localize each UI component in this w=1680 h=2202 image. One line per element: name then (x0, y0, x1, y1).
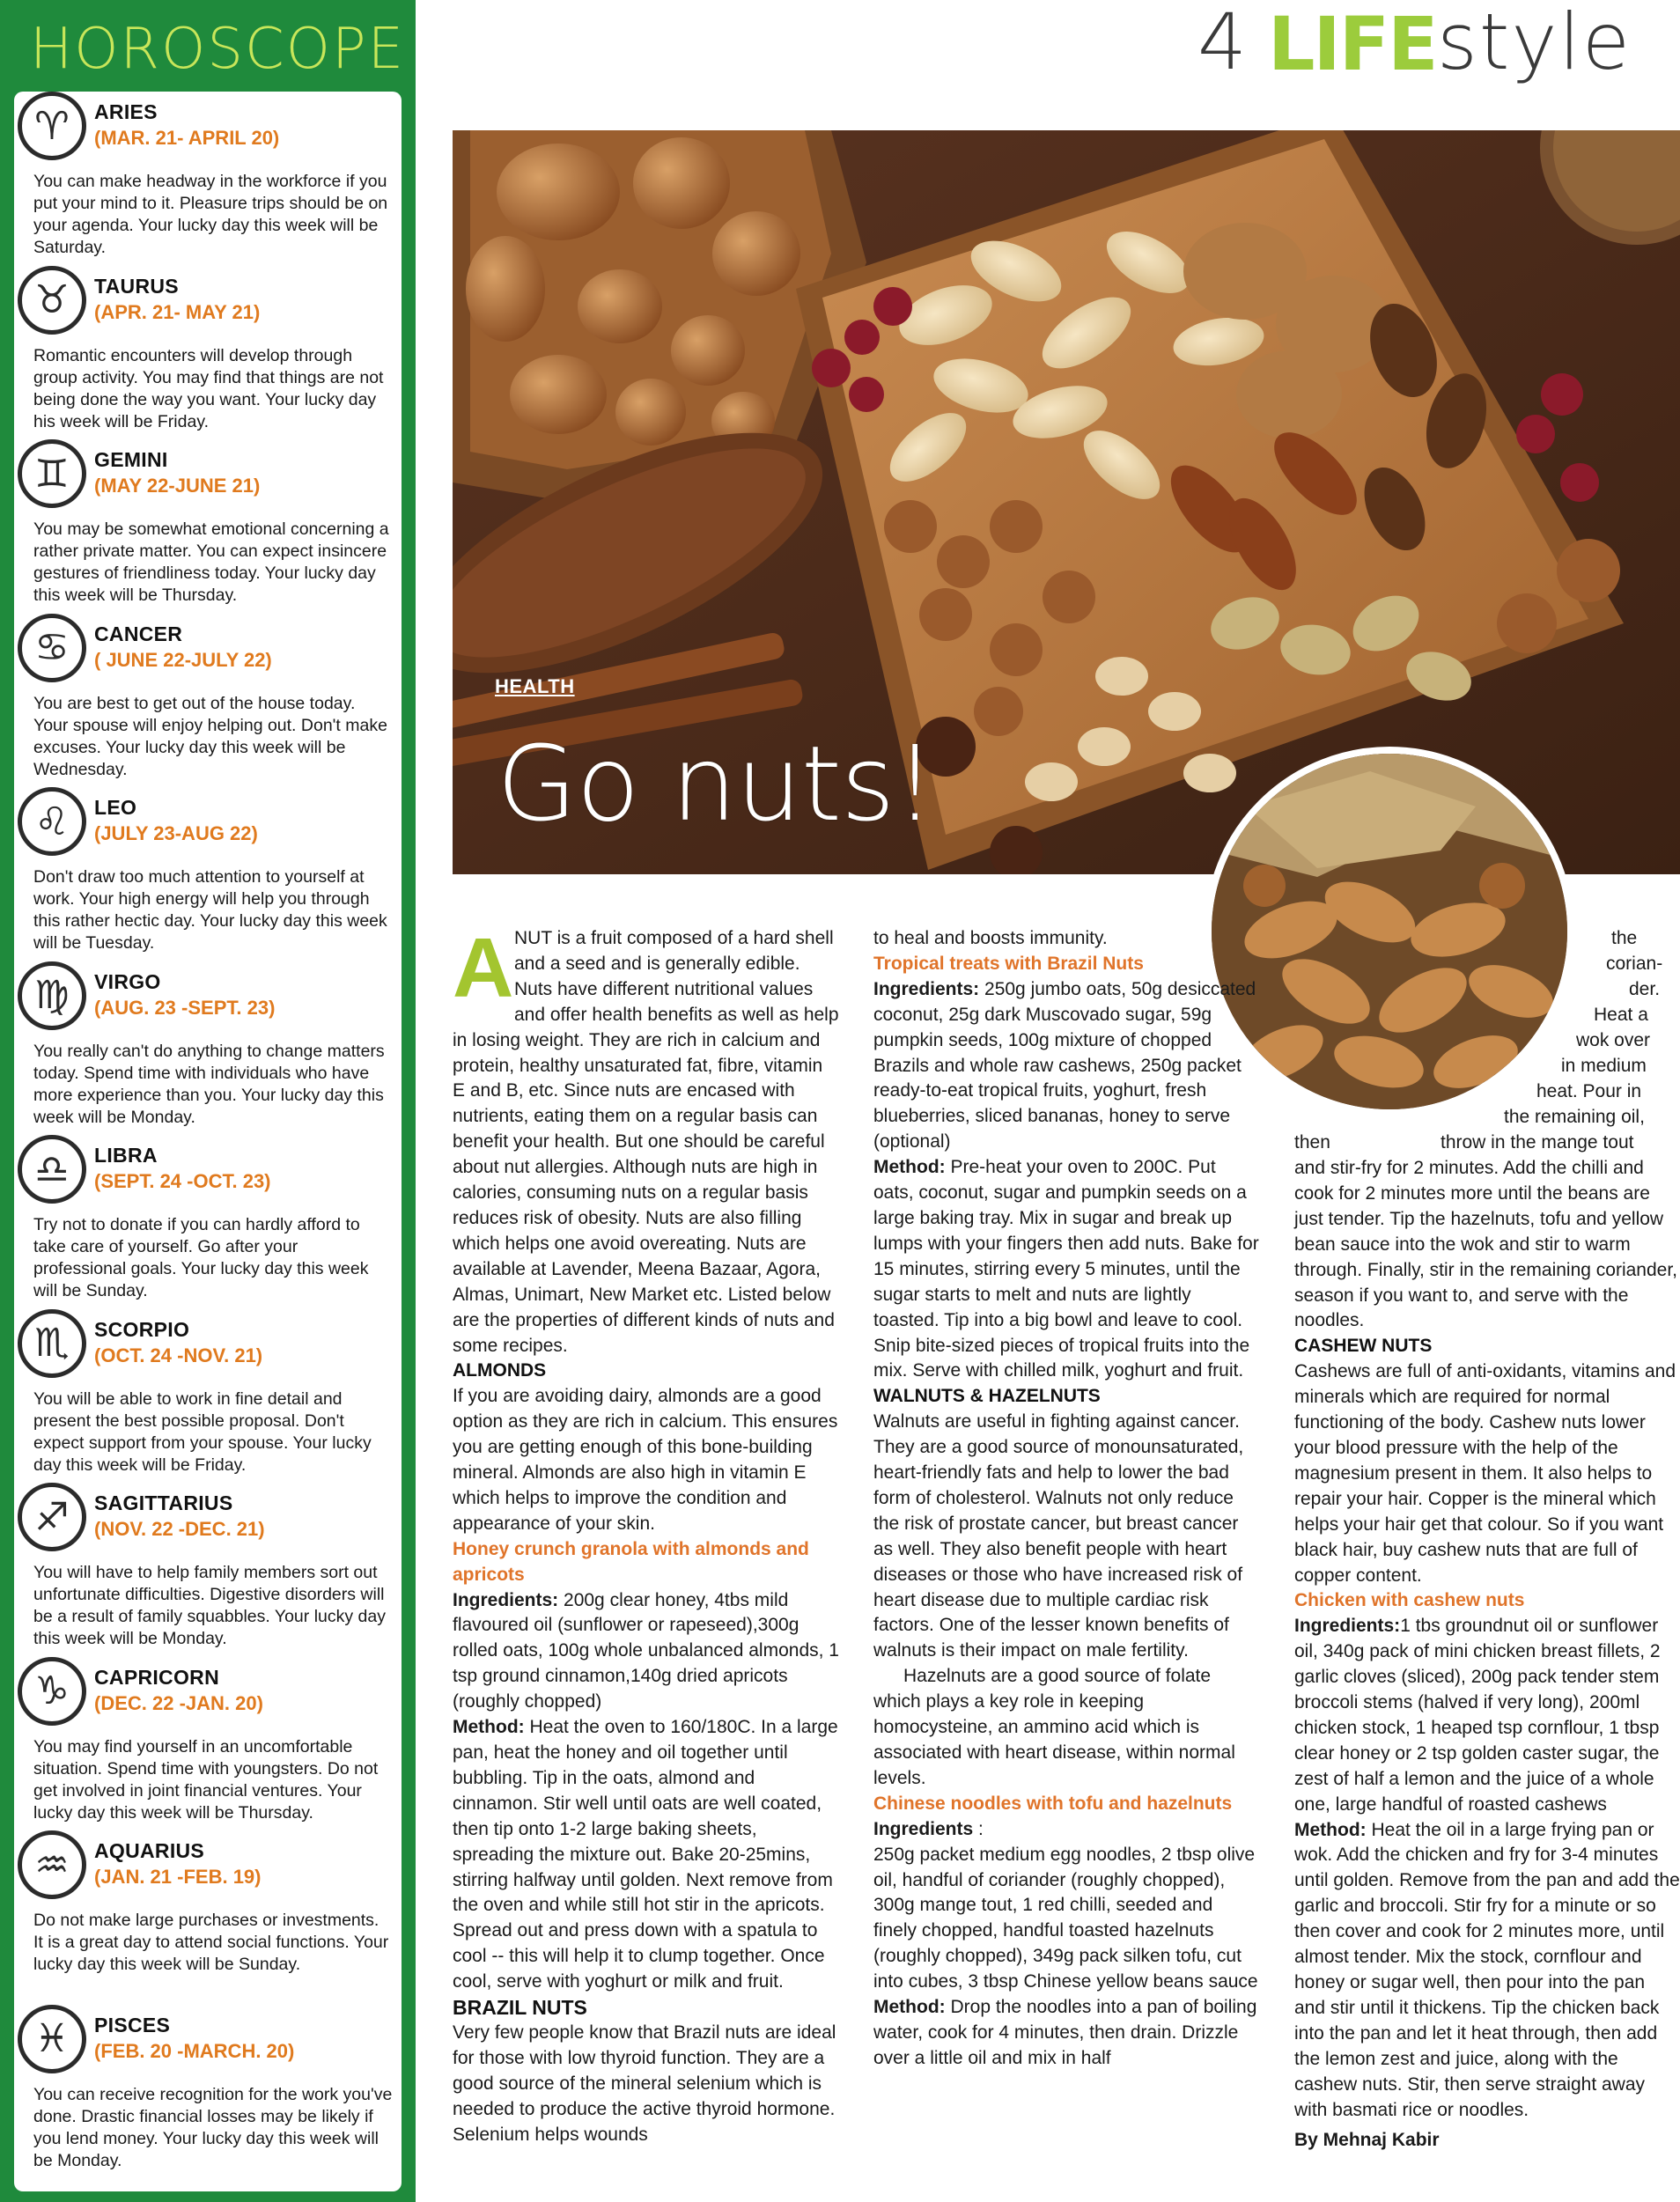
scorpio-icon: ♏ (18, 1309, 86, 1378)
gemini-icon: ♊ (18, 439, 86, 508)
dropcap-letter: A (453, 921, 514, 1015)
sign-dates: (MAR. 21- APRIL 20) (94, 127, 280, 149)
sign-name: SAGITTARIUS (94, 1491, 233, 1514)
aquarius-icon: ♒ (18, 1830, 86, 1899)
sign-name: LIBRA (94, 1144, 158, 1167)
horoscope-sign-taurus (14, 266, 402, 438)
sign-dates: (JULY 23-AUG 22) (94, 822, 258, 844)
sign-name: GEMINI (94, 448, 168, 471)
sign-forecast: You really can't do anything to change matters today. Spend time with individuals who have more experience than you. Your lucky day this week will be Monday. (33, 1041, 385, 1127)
horoscope-sign-pisces (14, 2005, 402, 2177)
sign-name: SCORPIO (94, 1317, 190, 1341)
wrap-line-7: heat. Pour in (1536, 1081, 1642, 1101)
horoscope-sign-gemini (14, 439, 402, 612)
article-column-1 (453, 921, 840, 2148)
sign-forecast: Don't draw too much attention to yourself at work. Your high energy will help you through this rather hectic day. Your lucky day this week will be Tuesday. (33, 867, 387, 953)
intro-text: NUT is a fruit composed of a hard shell and a seed and is generally edible. Nuts have different nutritional values and offer health benefits as well as help in losing weight. They are rich in calcium and protein, healthy unsaturated fat, fibre, vitamin E and B, etc. Since nuts are encased with nutrients, eating them on a regular basis can benefit your health. But one should be careful about nut allergies. Although nuts are high in calories, consuming nuts on a regular basis reduces risk of obesity. Nuts are also filling which helps one avoid overeating. Nuts are available at Lavender, Meena Bazaar, Agora, Almas, Unimart, New Market etc. Listed below are the properties of different kinds of nuts and some recipes. (453, 928, 839, 1356)
sign-name: ARIES (94, 100, 158, 123)
section-tag: HEALTH (495, 675, 575, 697)
horoscope-sign-aries (14, 92, 402, 264)
chicken-method (1294, 1818, 1680, 2124)
sign-forecast: Do not make large purchases or investments. It is a great day to attend social functions. Your lucky day this week will be Sunday. (33, 1911, 389, 1974)
ingredients-colon: : (973, 1818, 984, 1839)
noodle-method-text: Drop the noodles into a pan of boiling water, cook for 4 minutes, then drain. Drizzle over a little oil and mix in half (873, 1997, 1257, 2068)
sign-name: PISCES (94, 2013, 171, 2036)
horoscope-sign-cancer (14, 614, 402, 786)
section-logo-life: LIFE (1268, 1, 1437, 87)
chicken-method-text: Heat the oil in a large frying pan or wok. Add the chicken and fry for 3-4 minutes until golden. Remove from the pan and add the garlic and broccoli. Stir fry for a minute or so then cover and cook for 2 minutes more, until almost tender. Mix the stock, cornflour and honey or sugar well, then pour into the pan and stir until it thickens. Tip the chicken back into the pan and let it heat through, then add the lemon zest and juice, along with the cashew nuts. Stir, then serve straight away with basmati rice or noodles. (1294, 1819, 1680, 2120)
horoscope-title: HOROSCOPE (30, 17, 406, 82)
sign-name: CANCER (94, 622, 183, 645)
section-logo-style: style (1437, 0, 1632, 87)
virgo-icon: ♍ (18, 961, 86, 1030)
sign-forecast: You are best to get out of the house today. Your spouse will enjoy helping out. Don't make excuses. Your lucky day this week will be Wednesday. (33, 693, 387, 779)
brazil-text-cont: to heal and boosts immunity. (873, 928, 1108, 948)
ingredients-label: Ingredients: (1294, 1616, 1401, 1637)
method-label: Method: (873, 1157, 946, 1178)
horoscope-sign-libra (14, 1135, 402, 1307)
article-column-2 (873, 926, 1261, 2072)
horoscope-sign-scorpio (14, 1309, 402, 1482)
noodle-ingredients-text: 250g packet medium egg noodles, 2 tbsp olive oil, handful of coriander (roughly chopped), 300g mange tout, 1 red chilli, seeded and finely chopped, handful toasted hazelnuts (roughly chopped), 349g pack silken tofu, cut into cubes, 3 tbsp Chinese yellow beans sauce (873, 1844, 1258, 1992)
horoscope-sign-aquarius (14, 1830, 402, 2003)
granola-method (453, 1715, 840, 1995)
sign-dates: (AUG. 23 -SEPT. 23) (94, 996, 276, 1019)
almonds-text: If you are avoiding dairy, almonds are a good option as they are rich in calcium. This ensures you are getting enough of this bone-building mineral. Almonds are also high in vitamin E which helps to improve the condition and appearance of your skin. (453, 1386, 838, 1534)
taurus-icon: ♉ (18, 266, 86, 335)
chicken-ingredients-text: 1 tbs groundnut oil or sunflower oil, 340g pack of mini chicken breast fillets, 2 garlic cloves (sliced), 200g pack tender stem broccoli stems (halved if very long), 200ml chicken stock, 1 heaped tsp cornflour, 1 tbsp clear honey or 2 tsp golden caster sugar, the zest of half a lemon and the juice of a whole one, large handful of roasted cashews (1294, 1616, 1661, 1815)
page-header (1197, 0, 1680, 88)
horoscope-sign-sagittarius (14, 1483, 402, 1655)
almonds-heading: ALMONDS (453, 1360, 547, 1381)
tropical-method-text: Pre-heat your oven to 200C. Put oats, coconut, sugar and pumpkin seeds on a large baking tray. Mix in sugar and break up lumps with your fingers then add nuts. Bake for 15 minutes, stirring every 5 minutes, until the sugar starts to melt and nuts are lightly toasted. Tip into a big bowl and leave to cool. Snip bite-sized pieces of tropical fruits into the mix. Serve with chilled milk, yoghurt and fruit. (873, 1157, 1259, 1381)
tropical-method (873, 1155, 1261, 1384)
sign-dates: (SEPT. 24 -OCT. 23) (94, 1170, 271, 1192)
walnut-text: Walnuts are useful in fighting against cancer. They are a good source of monounsaturated, heart-friendly fats and help to lower the bad form of cholesterol. Walnuts not only reduce the risk of prostate cancer, but breast cancer as well. They also benefit people with heart diseases or those who have increased risk of heart disease due to multiple cardiac risk factors. One of the lesser known benefits of walnuts is their impact on male fertility. (873, 1411, 1244, 1661)
wrap-line-1: the (1611, 928, 1638, 948)
granola-heading: Honey crunch granola with almonds and apricots (453, 1538, 809, 1585)
walnut-heading: WALNUTS & HAZELNUTS (873, 1386, 1101, 1407)
tropical-ingredients (873, 977, 1261, 1155)
cashew-heading: CASHEW NUTS (1294, 1336, 1433, 1357)
sign-dates: (APR. 21- MAY 21) (94, 300, 261, 323)
noodle-method-cont: and stir-fry for 2 minutes. Add the chilli and cook for 2 minutes more until the beans are just tender. Tip the hazelnuts, tofu and yellow bean sauce into the wok and stir to warm through. Finally, stir in the remaining coriander, season if you want to, and serve with the noodles. (1294, 1158, 1677, 1331)
cancer-icon: ♋ (18, 614, 86, 682)
sign-dates: (FEB. 20 -MARCH. 20) (94, 2039, 295, 2062)
cashew-text: Cashews are full of anti-oxidants, vitamins and minerals which are required for normal functioning of the body. Cashew nuts lower your blood pressure with the help of the magnesium present in them. It also helps to repair your hair. Copper is the mineral which helps your hair get that colour. So if you want black hair, buy cashew nuts that are full of copper content. (1294, 1361, 1676, 1586)
hazelnut-text: Hazelnuts are a good source of folate which plays a key role in keeping homocysteine, an ammino acid which is associated with heart disease, within normal levels. (873, 1666, 1235, 1788)
ingredients-label: Ingredients: (873, 978, 980, 999)
sign-forecast: You may be somewhat emotional concerning a rather private matter. You can expect insincere gestures of friendliness today. Your lucky day this week will be Thursday. (33, 519, 389, 605)
chicken-ingredients (1294, 1614, 1680, 1817)
brazil-text: Very few people know that Brazil nuts are ideal for those with low thyroid function. They are a good source of the mineral selenium which is needed to produce the active thyroid hormone. Selenium helps wounds (453, 2022, 836, 2145)
granola-ingredients-text: 200g clear honey, 4tbs mild flavoured oil (sunflower or rapeseed),300g rolled oats, 100g whole unbalanced almonds, 1 tsp ground cinnamon,140g dried apricots (roughly chopped) (453, 1589, 839, 1712)
method-label: Method: (453, 1717, 525, 1738)
wrap-line-4: Heat a (1594, 1005, 1648, 1025)
wrap-then-rest: throw in the mange tout (1441, 1132, 1634, 1153)
wrap-then: then (1294, 1132, 1330, 1153)
sign-forecast: You can receive recognition for the work you've done. Drastic financial losses may be likely if you lend money. Your lucky day this week will be Monday. (33, 2084, 393, 2170)
article-column-3 (1294, 1156, 1680, 2154)
sign-dates: (DEC. 22 -JAN. 20) (94, 1691, 263, 1714)
ingredients-label: Ingredients: (453, 1589, 559, 1610)
sagittarius-icon: ♐ (18, 1483, 86, 1551)
sign-name: CAPRICORN (94, 1665, 219, 1689)
granola-method-text: Heat the oven to 160/180C. In a large pan, heat the honey and oil together until bubbling. Tip in the oats, almond and cinnamon. Stir well until oats are well coated, then tip onto 1-2 large baking sheets, spreading the mixture out. Bake 20-25mins, stirring halfway until golden. Next remove from the oven and while still hot stir in the apricots. Spread out and press down with a spatula to cool -- this will help it to clump together. Once cool, serve with yoghurt or milk and fruit. (453, 1717, 838, 1992)
byline: By Mehnaj Kabir (1294, 2130, 1440, 2151)
noodle-ingredients-label-line (873, 1817, 1261, 1843)
method-label: Method: (1294, 1819, 1367, 1840)
tropical-ingredients-text: 250g jumbo oats, 50g desiccated coconut, 25g dark Muscovado sugar, 59g pumpkin seeds, 100g mixture of chopped Brazils and whole raw cashews, 250g packet ready-to-eat tropical fruits, yoghurt, fresh blueberries, sliced bananas, honey to serve (optional) (873, 978, 1256, 1153)
sign-name: LEO (94, 796, 137, 819)
brazil-heading: BRAZIL NUTS (453, 1996, 587, 2020)
sign-forecast: You will be able to work in fine detail and present the best possible proposal. Don't expect support from your spouse. Your lucky day this week will be Friday. (33, 1388, 372, 1475)
method-label: Method: (873, 1997, 946, 2018)
sign-forecast: You can make headway in the workforce if you put your mind to it. Pleasure trips should be on your agenda. Your lucky day this week will be Saturday. (33, 172, 388, 257)
wrap-line-5: wok over (1576, 1030, 1651, 1050)
sign-dates: (JAN. 21 -FEB. 19) (94, 1866, 262, 1888)
horoscope-sign-leo (14, 787, 402, 960)
wrap-line-3: der. (1629, 979, 1661, 999)
sign-forecast: You will have to help family members sort out unfortunate difficulties. Digestive disorders will be a result of family squabbles. Your lucky day this week will be Monday. (33, 1563, 386, 1648)
leo-icon: ♌ (18, 787, 86, 856)
capricorn-icon: ♑ (18, 1657, 86, 1726)
libra-icon: ♎ (18, 1135, 86, 1204)
ingredients-label: Ingredients (873, 1818, 974, 1839)
sign-dates: (NOV. 22 -DEC. 21) (94, 1518, 265, 1540)
aries-icon: ♈ (18, 92, 86, 160)
chicken-heading: Chicken with cashew nuts (1294, 1590, 1525, 1611)
granola-ingredients (453, 1588, 840, 1716)
intro-paragraph (453, 921, 840, 1359)
sign-name: AQUARIUS (94, 1839, 205, 1862)
wrap-line-8: the remaining oil, (1504, 1107, 1645, 1127)
sign-name: TAURUS (94, 274, 179, 298)
article-headline: Go nuts! (497, 723, 935, 844)
page-number: 4 (1197, 0, 1247, 87)
wrap-line-2: corian- (1606, 954, 1663, 974)
sign-dates: (MAY 22-JUNE 21) (94, 475, 261, 497)
sign-dates: (OCT. 24 -NOV. 21) (94, 1344, 263, 1366)
horoscope-sign-capricorn (14, 1657, 402, 1830)
horoscope-sign-virgo (14, 961, 402, 1134)
sign-dates: ( JUNE 22-JULY 22) (94, 648, 272, 671)
wrap-line-6: in medium (1561, 1056, 1647, 1076)
pisces-icon: ♓ (18, 2005, 86, 2073)
noodle-heading: Chinese noodles with tofu and hazelnuts (873, 1793, 1233, 1814)
horoscope-list (14, 92, 402, 2191)
sign-forecast: Romantic encounters will develop through group activity. You may find that things are not being done the way you want. Your lucky day his week will be Friday. (33, 345, 384, 431)
sign-forecast: Try not to donate if you can hardly afford to take care of yourself. Go after your professional goals. Your lucky day this week will be Sunday. (33, 1215, 369, 1300)
sign-name: VIRGO (94, 969, 161, 993)
horoscope-panel (0, 0, 416, 2202)
tropical-heading: Tropical treats with Brazil Nuts (873, 953, 1144, 974)
noodle-method (873, 1995, 1261, 2072)
sign-forecast: You may find yourself in an uncomfortable situation. Spend time with youngsters. Do not get involved in joint financial ventures. Your lucky day this week will be Thursday. (33, 1736, 379, 1823)
